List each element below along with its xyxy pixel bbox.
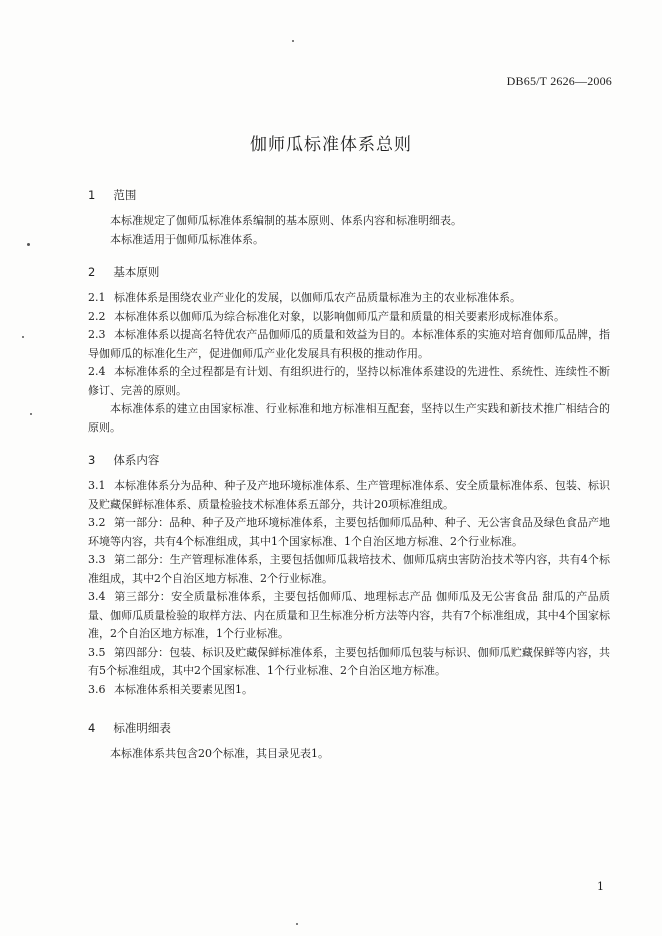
clause bbox=[88, 644, 610, 681]
section-3-heading bbox=[88, 451, 610, 469]
clause bbox=[88, 681, 610, 700]
clause-number: 2.4 bbox=[88, 365, 106, 378]
section-title: 范围 bbox=[113, 188, 137, 202]
clause-text: 第四部分：包装、标识及贮藏保鲜标准体系，主要包括伽师瓜包装与标识、伽师瓜贮藏保鲜等内容，共有5个标准组成，其中2个国家标准、1个行业标准、2个自治区地方标准。 bbox=[88, 645, 610, 677]
clause-number: 3.5 bbox=[88, 645, 106, 659]
section-4-heading bbox=[88, 719, 610, 737]
clause bbox=[88, 514, 610, 551]
clause-text: 第三部分：安全质量标准体系，主要包括伽师瓜、地理标志产品 伽师瓜及无公害食品 甜瓜的产品质量、伽师瓜质量检验的取样方法、内在质量和卫生标准分析方法等内容，共有7个标准组成，其中4个国家标准，2个自治区地方标准，1个行业标准。 bbox=[88, 590, 610, 640]
paragraph: 本标准适用于伽师瓜标准体系。 bbox=[110, 232, 264, 246]
clause-number: 3.2 bbox=[88, 516, 106, 529]
paragraph: 本标准体系共包含20个标准，其目录见表1。 bbox=[110, 747, 329, 760]
scan-speck bbox=[22, 336, 24, 338]
clause bbox=[88, 477, 610, 514]
clause-number: 3.4 bbox=[88, 590, 106, 603]
clause-text: 第一部分：品种、种子及产地环境标准体系，主要包括伽师瓜品种、种子、无公害食品及绿色食品产地环境等内容，共有4个标准组成，其中1个国家标准、1个自治区地方标准、2个行业标准。 bbox=[88, 516, 610, 548]
clause-number: 3.3 bbox=[88, 553, 106, 566]
section-number: 4 bbox=[88, 721, 96, 735]
page-number: 1 bbox=[597, 880, 604, 893]
clause-text: 本标准体系相关要素见图1。 bbox=[114, 682, 253, 696]
section-1-heading bbox=[88, 186, 610, 204]
section-number: 1 bbox=[88, 188, 96, 202]
section-title: 体系内容 bbox=[113, 453, 160, 467]
clause-text: 本标准体系以伽师瓜为综合标准化对象，以影响伽师瓜产量和质量的相关要素形成标准体系。 bbox=[114, 309, 565, 323]
clause bbox=[88, 308, 610, 327]
clause-number: 3.1 bbox=[88, 479, 106, 492]
scan-speck bbox=[292, 40, 294, 42]
scan-speck bbox=[296, 923, 298, 925]
clause-text: 第二部分：生产管理标准体系，主要包括伽师瓜栽培技术、伽师瓜病虫害防治技术等内容，共有4个标准组成，其中2个自治区地方标准、2个行业标准。 bbox=[88, 553, 610, 585]
clause bbox=[88, 289, 610, 308]
clause bbox=[88, 588, 610, 644]
scan-speck bbox=[27, 243, 30, 246]
clause-text: 本标准体系以提高名特优农产品伽师瓜的质量和效益为目的。本标准体系的实施对培育伽师瓜品牌，指导伽师瓜的标准化生产，促进伽师瓜产业化发展具有积极的推动作用。 bbox=[88, 328, 610, 360]
paragraph: 本标准体系的建立由国家标准、行业标准和地方标准相互配套，坚持以生产实践和新技术推广相结合的原则。 bbox=[88, 402, 610, 434]
clause-number: 3.6 bbox=[88, 682, 106, 696]
section-number: 3 bbox=[88, 453, 96, 467]
section-title: 基本原则 bbox=[113, 265, 160, 279]
section-2-heading bbox=[88, 263, 610, 281]
document-title: 伽师瓜标准体系总则 bbox=[250, 135, 412, 155]
scan-speck bbox=[30, 413, 32, 415]
clause bbox=[88, 326, 610, 363]
clause bbox=[88, 551, 610, 588]
clause-number: 2.3 bbox=[88, 328, 106, 341]
clause-text: 本标准体系分为品种、种子及产地环境标准体系、生产管理标准体系、安全质量标准体系、包装、标识及贮藏保鲜标准体系、质量检验技术标准体系五部分，共计20项标准组成。 bbox=[88, 479, 610, 511]
clause-text: 标准体系是围绕农业产业化的发展，以伽师瓜农产品质量标准为主的农业标准体系。 bbox=[114, 291, 521, 304]
clause-text: 本标准体系的全过程都是有计划、有组织进行的，坚持以标准体系建设的先进性、系统性、连续性不断修订、完善的原则。 bbox=[88, 365, 610, 397]
document-body bbox=[88, 186, 610, 764]
paragraph: 本标准规定了伽师瓜标准体系编制的基本原则、体系内容和标准明细表。 bbox=[110, 214, 462, 227]
clause bbox=[88, 363, 610, 400]
section-title: 标准明细表 bbox=[113, 721, 171, 735]
standard-code: DB65/T 2626—2006 bbox=[506, 74, 612, 88]
clause-number: 2.1 bbox=[88, 291, 106, 304]
section-number: 2 bbox=[88, 265, 96, 279]
clause-number: 2.2 bbox=[88, 309, 106, 323]
